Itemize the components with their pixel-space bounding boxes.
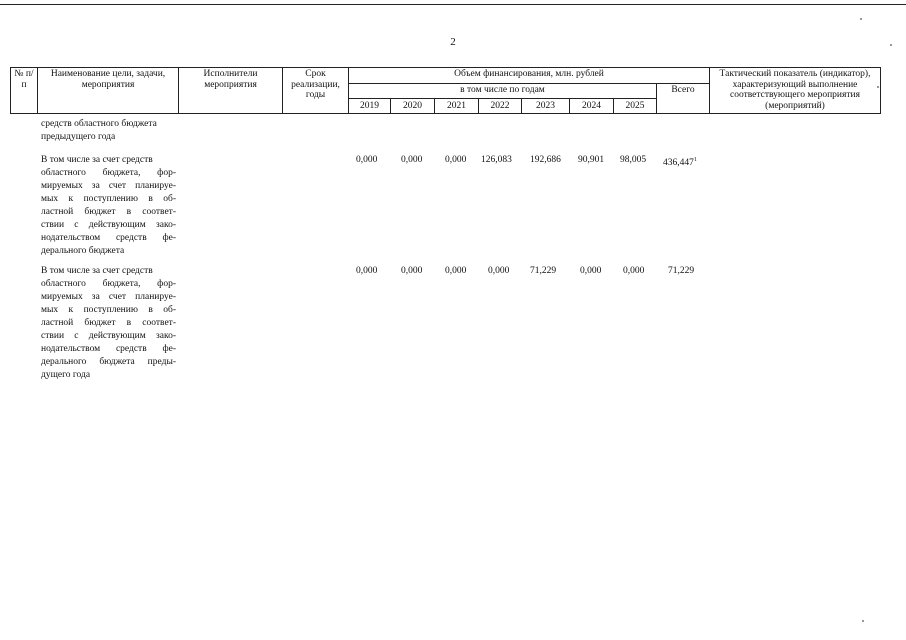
- value-total: 436,447$^1$: [663, 157, 697, 168]
- page-top-edge: [0, 4, 906, 5]
- row-name-line: мируемых за счет планируе-: [41, 292, 176, 302]
- col-header-funding: Объем финансирования, млн. рублей: [349, 68, 710, 84]
- value-2020: 0,000: [401, 155, 423, 165]
- col-header-term: Срок реализации, годы: [283, 68, 349, 114]
- year-2021-header: 2021: [435, 99, 479, 114]
- row-name-line: ластной бюджет в соответ-: [41, 318, 176, 328]
- page-number: 2: [450, 36, 456, 48]
- row-name-line: В том числе за счет средств: [41, 266, 153, 276]
- value-2023: 71,229: [530, 266, 557, 276]
- row-name-line: ствии с действующим зако-: [41, 220, 176, 230]
- row-name-line: дерального бюджета: [41, 246, 125, 256]
- row-name-line: нодательством средств фе-: [41, 233, 176, 243]
- col-header-name: Наименование цели, задачи, мероприятия: [38, 68, 179, 114]
- value-total: 71,229: [668, 266, 695, 276]
- row-name-line: ствии с действующим зако-: [41, 331, 176, 341]
- year-2019-header: 2019: [349, 99, 391, 114]
- year-2020-header: 2020: [391, 99, 435, 114]
- scan-speck: [890, 44, 892, 46]
- value-2025: 98,005: [620, 155, 647, 165]
- year-2023-header: 2023: [522, 99, 570, 114]
- row-name-line: ластной бюджет в соответ-: [41, 207, 176, 217]
- scan-speck: [877, 86, 879, 88]
- value-2021: 0,000: [445, 266, 467, 276]
- row-name-line: нодательством средств фе-: [41, 344, 176, 354]
- value-2021: 0,000: [445, 155, 467, 165]
- value-2020: 0,000: [401, 266, 423, 276]
- value-2022: 0,000: [488, 266, 510, 276]
- col-header-executors: Исполнители мероприятия: [179, 68, 283, 114]
- value-2024: 0,000: [580, 266, 602, 276]
- row-name-line: В том числе за счет средств: [41, 155, 153, 165]
- table-header: [10, 67, 881, 114]
- value-2025: 0,000: [623, 266, 645, 276]
- row-name-line: дерального бюджета преды-: [41, 357, 176, 367]
- value-2022: 126,083: [481, 155, 512, 165]
- row-name-line: областного бюджета, фор-: [41, 279, 176, 289]
- scan-speck: [860, 18, 862, 20]
- col-header-indicator: Тактический показатель (индикатор), характеризующий выполнение соответствующего мероприятия (мероприятий): [710, 68, 881, 114]
- continuation-text-line: предыдущего года: [41, 132, 116, 142]
- footnote-mark: 1: [693, 157, 697, 163]
- col-header-total: Всего: [657, 84, 710, 114]
- value-2024: 90,901: [578, 155, 605, 165]
- row-name-line: мируемых за счет планируе-: [41, 181, 176, 191]
- row-name-line: мых к поступлению в об-: [41, 305, 176, 315]
- year-2025-header: 2025: [614, 99, 657, 114]
- row-name-line: областного бюджета, фор-: [41, 168, 176, 178]
- col-header-number: № п/п: [11, 68, 38, 114]
- value-2023: 192,686: [530, 155, 561, 165]
- col-header-by-years: в том числе по годам: [349, 84, 657, 99]
- scan-speck: [862, 620, 864, 622]
- year-2022-header: 2022: [479, 99, 522, 114]
- value-2019: 0,000: [356, 155, 378, 165]
- value-2019: 0,000: [356, 266, 378, 276]
- row-name-line: мых к поступлению в об-: [41, 194, 176, 204]
- continuation-text-line: средств областного бюджета: [41, 119, 157, 129]
- row-name-line: дущего года: [41, 370, 91, 380]
- year-2024-header: 2024: [570, 99, 614, 114]
